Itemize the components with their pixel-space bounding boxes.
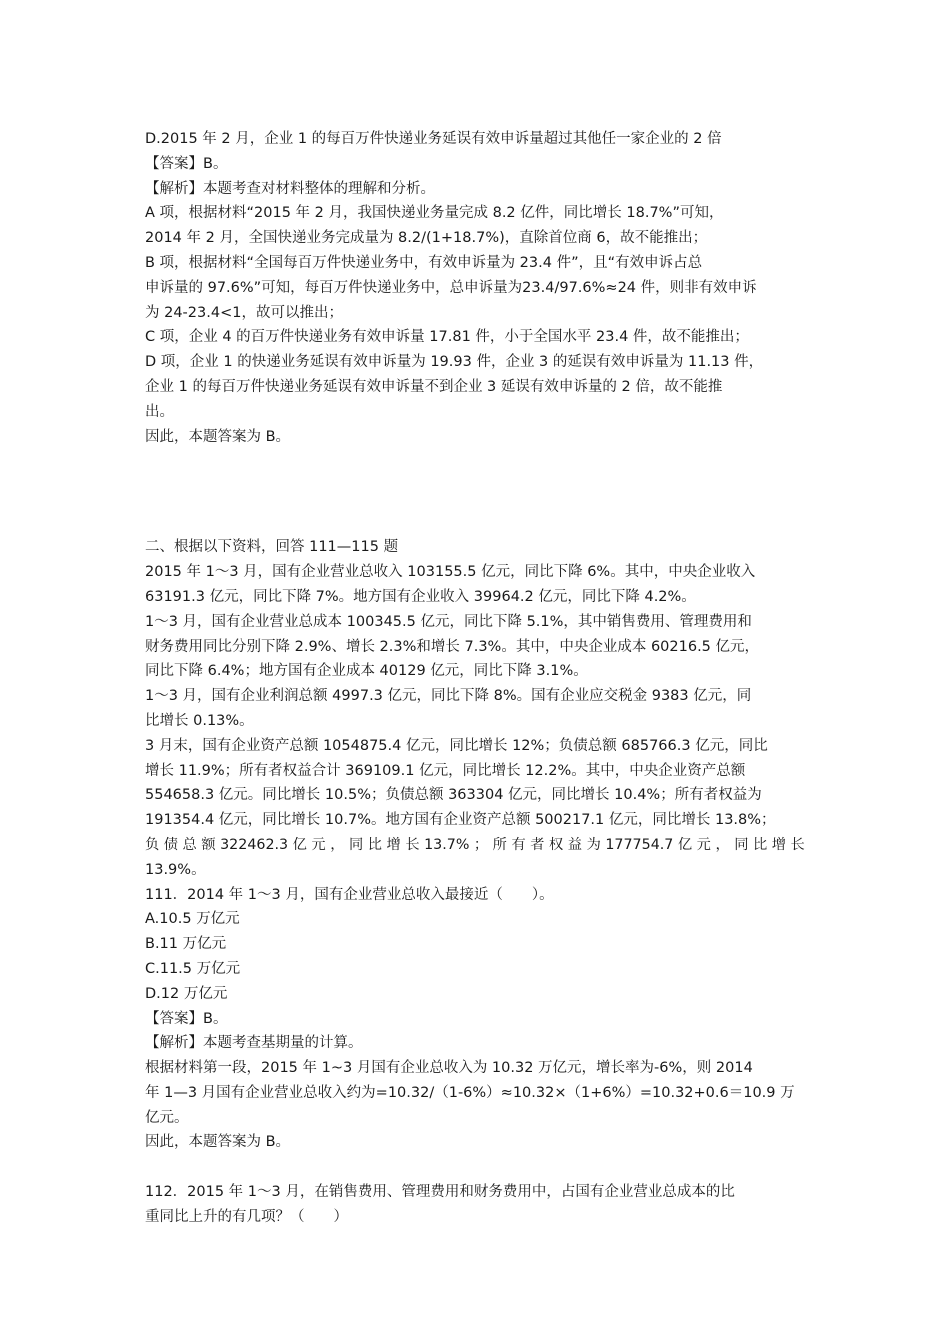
conclusion-line: 因此，本题答案为 B。 — [145, 428, 291, 445]
analysis-text-line: 2014 年 2 月，全国快递业务完成量为 8.2/(1+18.7%)，直除首位商 6，故不能推出； — [145, 230, 708, 247]
conclusion-line: 因此，本题答案为 B。 — [145, 1134, 291, 1151]
option-a: A.10.5 万亿元 — [145, 911, 240, 928]
analysis-text-line: C 项，企业 4 的百万件快递业务有效申诉量 17.81 件，小于全国水平 23.4 件，故不能推出； — [145, 329, 749, 346]
option-d: D.12 万亿元 — [145, 985, 228, 1002]
analysis-heading: 【解析】本题考查对材料整体的理解和分析。 — [145, 180, 435, 197]
option-b: B.11 万亿元 — [145, 936, 227, 953]
option-d-line: D.2015 年 2 月，企业 1 的每百万件快递业务延误有效申诉量超过其他任一家企业的 2 倍 — [145, 131, 722, 147]
answer-line: 【答案】B。 — [145, 155, 228, 172]
material-line: 负 债 总 额 322462.3 亿 元 ， 同 比 增 长 13.7% ； 所 有 者 权 益 为 177754.7 亿 元 ， 同 比 增 长 — [145, 836, 805, 853]
material-line: 1～3 月，国有企业营业总成本 100345.5 亿元，同比下降 5.1%，其中销售费用、管理费用和 — [145, 613, 752, 630]
material-line: 财务费用同比分别下降 2.9%、增长 2.3%和增长 7.3%。其中，中央企业成本 60216.5 亿元， — [145, 638, 760, 655]
analysis-text-line: 企业 1 的每百万件快递业务延误有效申诉量不到企业 3 延误有效申诉量的 2 倍，故不能推 — [145, 378, 723, 395]
previous-question-analysis — [145, 127, 810, 449]
spacer — [145, 449, 810, 535]
spacer — [145, 1155, 810, 1180]
analysis-text-line: 申诉量的 97.6%”可知，每百万件快递业务中，总申诉量为23.4/97.6%≈24 件，则非有效申诉 — [145, 279, 757, 296]
material-line: 13.9%。 — [145, 861, 206, 878]
material-line: 1～3 月，国有企业利润总额 4997.3 亿元，同比下降 8%。国有企业应交税金 9383 亿元，同 — [145, 688, 752, 705]
analysis-text-line: 根据材料第一段，2015 年 1~3 月国有企业总收入为 10.32 万亿元，增长率为-6%，则 2014 — [145, 1060, 753, 1077]
material-line: 63191.3 亿元，同比下降 7%。地方国有企业收入 39964.2 亿元，同比下降 4.2%。 — [145, 588, 696, 605]
material-section — [145, 535, 810, 1155]
question-112-section — [145, 1180, 810, 1230]
analysis-text-line: 亿元。 — [145, 1109, 189, 1126]
analysis-text-line: 出。 — [145, 403, 174, 420]
material-line: 191354.4 亿元，同比增长 10.7%。地方国有企业资产总额 500217.1 亿元，同比增长 13.8%； — [145, 812, 776, 829]
question-112: 112．2015 年 1～3 月，在销售费用、管理费用和财务费用中，占国有企业营业总成本的比 — [145, 1184, 735, 1201]
material-line: 增长 11.9%；所有者权益合计 369109.1 亿元，同比增长 12.2%。其中，中央企业资产总额 — [145, 762, 746, 779]
analysis-text-line: 为 24-23.4<1，故可以推出； — [145, 304, 343, 321]
analysis-text-line: 年 1—3 月国有企业营业总收入约为=10.32/（1-6%）≈10.32×（1+6%）=10.32+0.6＝10.9 万 — [145, 1084, 795, 1101]
analysis-heading: 【解析】本题考查基期量的计算。 — [145, 1035, 363, 1052]
material-line: 同比下降 6.4%；地方国有企业成本 40129 亿元，同比下降 3.1%。 — [145, 663, 588, 680]
material-line: 3 月末，国有企业资产总额 1054875.4 亿元，同比增长 12%；负债总额 685766.3 亿元，同比 — [145, 737, 768, 754]
analysis-text-line: B 项，根据材料“全国每百万件快递业务中，有效申诉量为 23.4 件”，且“有效申诉占总 — [145, 254, 703, 271]
option-c: C.11.5 万亿元 — [145, 960, 241, 977]
answer-line: 【答案】B。 — [145, 1010, 228, 1027]
material-line: 2015 年 1～3 月，国有企业营业总收入 103155.5 亿元，同比下降 6%。其中，中央企业收入 — [145, 564, 756, 581]
material-line: 554658.3 亿元。同比增长 10.5%；负债总额 363304 亿元，同比增长 10.4%；所有者权益为 — [145, 787, 762, 804]
section-heading: 二、根据以下资料，回答 111—115 题 — [145, 539, 399, 556]
question-112-continued: 重同比上升的有几项？（ ） — [145, 1208, 348, 1225]
document-body — [145, 127, 810, 1230]
material-line: 比增长 0.13%。 — [145, 712, 254, 729]
analysis-text-line: D 项，企业 1 的快递业务延误有效申诉量为 19.93 件，企业 3 的延误有效申诉量为 11.13 件， — [145, 354, 764, 371]
analysis-text-line: A 项，根据材料“2015 年 2 月，我国快递业务量完成 8.2 亿件，同比增长 18.7%”可知， — [145, 205, 724, 222]
question-111: 111．2014 年 1～3 月，国有企业营业总收入最接近（ ）。 — [145, 886, 554, 903]
